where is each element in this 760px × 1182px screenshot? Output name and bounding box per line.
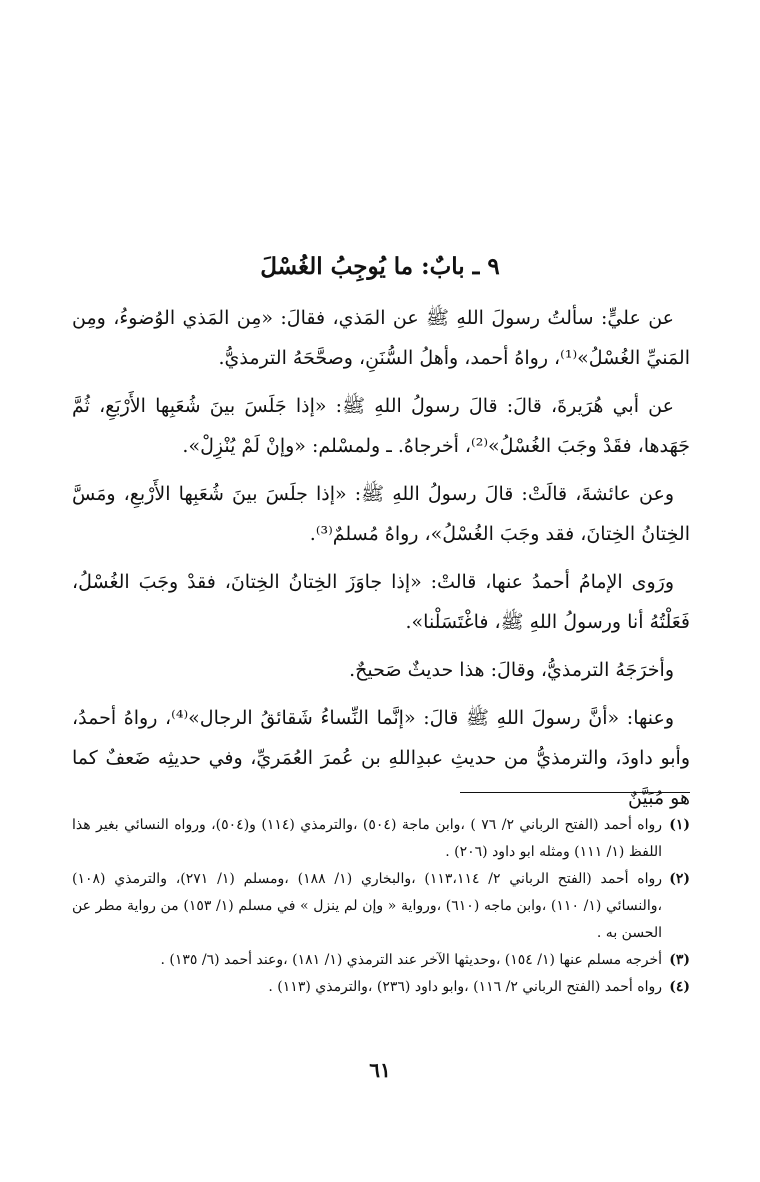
footnote-2 [72,866,690,947]
footnote-text: أخرجه مسلم عنها (١/ ١٥٤) ،وحديثها الآخر عند الترمذي (١/ ١٨١) ،وعند أحمد (٦/ ١٣٥) . [160,952,662,968]
footnote-number: (٢) [669,871,690,887]
footnote-text: رواه أحمد (الفتح الرباني ٢/ ١١٣،١١٤) ،والبخاري (١/ ١٨٨) ،ومسلم (١/ ٢٧١)، والترمذي (١٠٨) ،والنسائي (١/ ١١٠) ،وابن ماجه (٦١٠) ،ورواية « وإن لم ينزل » في مسلم (١/ ١٥٣) من رواية مطر عن الحسن به . [72,871,663,941]
footnote-text: رواه أحمد (الفتح الرباني ٢/ ١١٦) ،وابو داود (٢٣٦) ،والترمذي (١١٣) . [268,979,662,995]
page-number: ٦١ [369,1058,391,1082]
chapter-title: ٩ ـ بابٌ: ما يُوجِبُ الغُسْلَ [260,253,500,280]
footnote-1 [72,812,690,866]
paragraph-tirmidhi-grading: وأخرَجَهُ الترمذيُّ، وقالَ: هذا حديثٌ صَحيحٌ. [349,659,674,681]
footnotes [72,812,690,1001]
footnote-text: رواه أحمد (الفتح الرباني ٢/ ٧٦ ) ،وابن ماجة (٥٠٤) ،والترمذي (١١٤) و(٥٠٤)، ورواه النسائي بغير هذا اللفظ (١/ ١١١) ومثله ابو داود (٢٠٦) . [72,817,663,860]
footnote-number: (١) [669,817,690,833]
footnote-3 [72,947,690,974]
footnote-number: (٣) [669,952,690,968]
paragraph-hadith-ali: عن عليٍّ: سألتُ رسولَ اللهِ ﷺ عن المَذي، فقالَ: «مِن المَذي الوُضوءُ، ومِن المَنيِّ الغُسْلُ»⁽¹⁾، رواهُ أحمد، وأهلُ السُّنَنِ، وصحَّحَهُ الترمذيُّ. [72,307,690,369]
paragraph-hadith-aisha: وعن عائشةَ، قالَتْ: قالَ رسولُ اللهِ ﷺ: «إذا جلَسَ بينَ شُعَبِها الأَرْبعِ، ومَسَّ الخِتانُ الخِتانَ، فقد وجَبَ الغُسْلُ»، رواهُ مُسلمٌ⁽³⁾. [72,483,690,545]
paragraph-ahmad-narration: ورَوى الإمامُ أحمدُ عنها، قالتْ: «إذا جاوَزَ الخِتانُ الخِتانَ، فقدْ وجَبَ الغُسْلُ، فَعَلْتُهُ أنا ورسولُ اللهِ ﷺ، فاغْتَسَلْنا». [72,571,690,633]
main-text [72,298,690,826]
paragraph-women-counterparts: وعنها: «أنَّ رسولَ اللهِ ﷺ قالَ: «إنَّما النِّساءُ شَقائقُ الرجال»⁽⁴⁾، رواهُ أحمدُ، وأبو داودَ، والترمذيُّ من حديثِ عبدِاللهِ بن عُمرَ العُمَريِّ، وفي حديثِه ضَعفٌ كما هو مُبَيَّنٌ [72,707,690,809]
footnote-number: (٤) [669,979,690,995]
footnote-4 [72,974,690,1001]
footnote-divider [460,792,690,793]
paragraph-hadith-abu-hurayra: عن أبي هُرَيرةَ، قالَ: قالَ رسولُ اللهِ ﷺ: «إذا جَلَسَ بينَ شُعَبِها الأَرْبَعِ، ثُمَّ جَهَدها، فقَدْ وجَبَ الغُسْلُ»⁽²⁾، أخرجاهُ. ـ ولمسْلم: «وإنْ لَمْ يُنْزِلْ». [72,395,690,457]
